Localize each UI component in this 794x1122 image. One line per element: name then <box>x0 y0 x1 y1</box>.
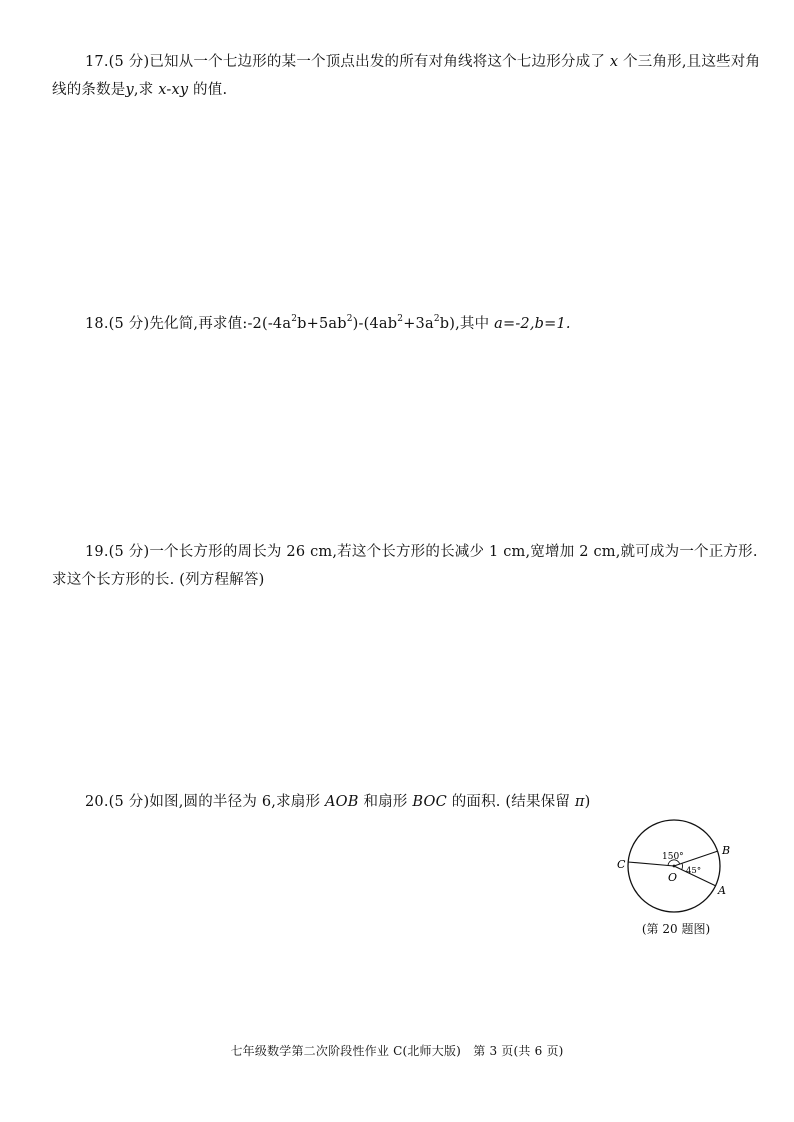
question-number: 17. <box>85 54 109 70</box>
question-19 <box>52 538 764 594</box>
question-number: 18. <box>85 316 109 332</box>
question-text: ,其中 <box>455 316 490 332</box>
question-text: 如图,圆的半径为 6,求扇形 <box>149 794 321 810</box>
question-text: 的值. <box>193 82 228 98</box>
angle-label-150: 150° <box>662 852 684 862</box>
question-18 <box>52 310 764 338</box>
question-text: ) <box>584 794 591 810</box>
question-points: (5 分) <box>108 54 150 70</box>
label-c: C <box>617 858 626 871</box>
question-points: (5 分) <box>108 316 150 332</box>
center-point <box>673 865 676 868</box>
expression: $-2(-4a^2b+5ab^2)-(4ab^2+3a^2b)$ <box>247 314 456 332</box>
question-text: ,求 <box>133 82 154 98</box>
radius-oc <box>628 862 674 866</box>
sector-label: BOC <box>412 794 447 810</box>
label-o: O <box>668 871 678 884</box>
pi-symbol: π <box>574 794 585 810</box>
angle-arc-aob <box>682 863 683 869</box>
question-text: 个三角形,且这些对角线的条数是 <box>52 54 761 98</box>
variable-y: y <box>125 82 134 98</box>
question-points: (5 分) <box>108 544 150 560</box>
question-17 <box>52 48 764 104</box>
question-text: 和扇形 <box>363 794 408 810</box>
question-text: 的面积. (结果保留 <box>451 794 571 810</box>
figure-caption: (第 20 题图) <box>641 922 711 936</box>
question-text: 已知从一个七边形的某一个顶点出发的所有对角线将这个七边形分成了 <box>149 54 606 70</box>
question-text: 一个长方形的周长为 26 cm,若这个长方形的长减少 1 cm,宽增加 2 cm,就可成为一个正方形. 求这个长方形的长. (列方程解答) <box>52 544 758 588</box>
question-points: (5 分) <box>108 794 150 810</box>
label-a: A <box>718 884 726 897</box>
variable-x: x <box>609 54 619 70</box>
question-number: 19. <box>85 544 109 560</box>
sector-label: AOB <box>325 794 359 810</box>
condition: a=-2,b=1. <box>494 316 571 332</box>
label-b: B <box>722 844 731 857</box>
page-footer: 七年级数学第二次阶段性作业 C(北师大版) 第 3 页(共 6 页) <box>230 1044 564 1058</box>
circle-figure <box>612 818 742 916</box>
question-text: 先化简,再求值: <box>149 316 248 332</box>
question-20 <box>52 788 764 816</box>
question-number: 20. <box>85 794 109 810</box>
expression: x-xy <box>158 82 189 98</box>
angle-label-45: 45° <box>686 866 702 876</box>
